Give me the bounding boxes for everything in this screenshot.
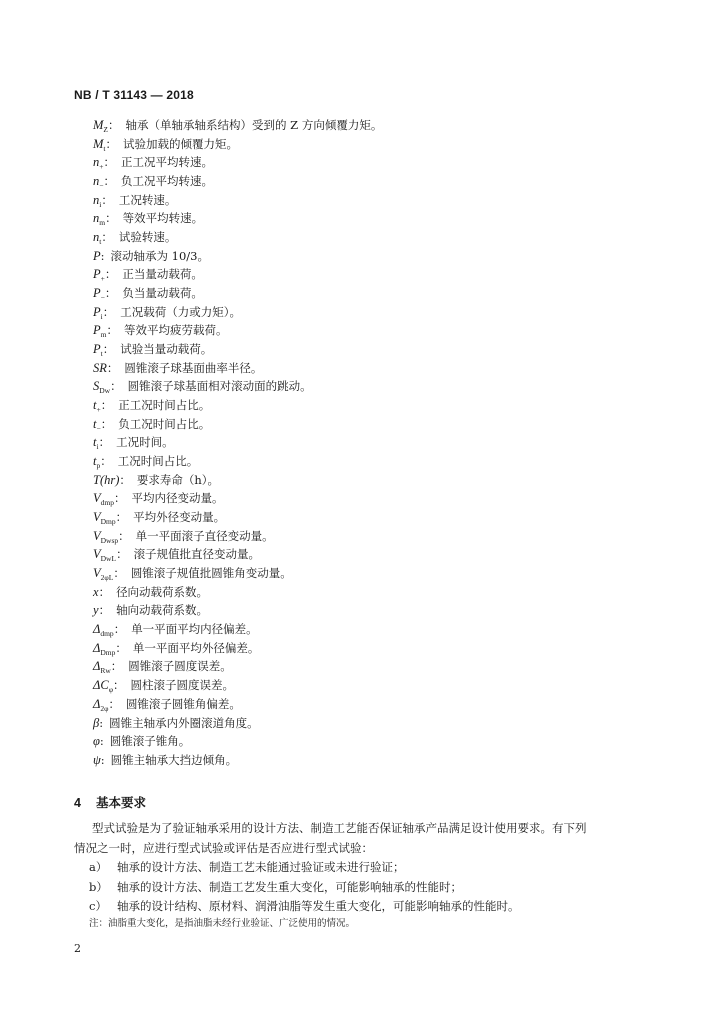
symbol-description: 试验转速。	[118, 230, 177, 245]
symbol-row: $P_m$： 等效平均疲劳载荷。	[93, 323, 228, 340]
symbol-description: 试验加载的倾覆力矩。	[123, 136, 239, 151]
paragraph-line: 型式试验是为了验证轴承采用的设计方法、制造工艺能否保证轴承产品满足设计使用要求。有下列	[92, 821, 587, 835]
symbol: $M_t$	[93, 136, 106, 153]
symbol-description: 圆锥主轴承大挡边倾角。	[110, 752, 238, 767]
symbol: $P_+$	[93, 267, 105, 284]
symbol-row: x： 径向动载荷系数。	[93, 584, 209, 599]
symbol-description: 试验当量动载荷。	[120, 342, 213, 357]
symbol: $S_{Dw}$	[93, 379, 111, 396]
symbol: $n_+$	[93, 155, 104, 172]
list-text: 轴承的设计结构、原材料、润滑油脂等发生重大变化，可能影响轴承的性能时。	[117, 899, 520, 913]
symbol-description: 正当量动载荷。	[122, 267, 203, 282]
symbol: $n_t$	[93, 230, 102, 247]
symbol-description: 圆柱滚子圆度误差。	[130, 678, 235, 693]
symbol-row: $V_{Dwsp}$： 单一平面滚子直径变动量。	[93, 528, 274, 545]
symbol-row: $P_-$： 负当量动载荷。	[93, 286, 203, 303]
symbol: $n_-$	[93, 174, 104, 191]
symbol-row: $M_Z$： 轴承（单轴承轴系结构）受到的 Z 方向倾覆力矩。	[93, 118, 383, 134]
symbol-row: SR： 圆锥滚子球基面曲率半径。	[93, 360, 263, 375]
symbol: $V_{Dwsp}$	[93, 528, 119, 545]
symbol-description: 平均内径变动量。	[131, 491, 224, 506]
symbol: $n_i$	[93, 192, 102, 209]
symbol-description: 圆锥滚子锥角。	[109, 734, 191, 749]
symbol-description: 径向动载荷系数。	[116, 584, 209, 599]
symbol: ψ	[93, 752, 101, 767]
symbol-description: 平均外径变动量。	[133, 510, 226, 525]
section-heading	[74, 793, 146, 811]
page-number: 2	[74, 942, 81, 955]
symbol-row: $n_m$： 等效平均转速。	[93, 211, 204, 228]
symbol-row: $t_-$： 负工况时间占比。	[93, 416, 211, 433]
symbol-description: 等效平均转速。	[122, 211, 204, 226]
symbol-row: $V_{dmp}$： 平均内径变动量。	[93, 491, 224, 508]
symbol: $P_t$	[93, 342, 103, 359]
symbol-row: $n_-$： 负工况平均转速。	[93, 174, 213, 191]
note: 注：油脂重大变化，是指油脂未经行业验证、广泛使用的情况。	[89, 918, 356, 929]
symbol-row: $\Delta_{dmp}$： 单一平面平均内径偏差。	[93, 622, 258, 639]
list-item	[89, 878, 659, 898]
symbol-row: y： 轴向动载荷系数。	[93, 603, 209, 618]
symbol: SR	[93, 360, 107, 375]
symbol: $t_+$	[93, 398, 101, 415]
symbol-description: 工况载荷（力或力矩）。	[120, 304, 241, 319]
symbol-description: 圆锥滚子规值批圆锥角变动量。	[130, 566, 292, 581]
symbol-description: 负工况时间占比。	[118, 416, 211, 431]
symbol-row: $t_i$： 工况时间。	[93, 435, 174, 452]
symbol-description: 工况时间。	[116, 435, 174, 450]
symbol: $\Delta_{2\varphi}$	[93, 696, 109, 713]
symbol-description: 正工况平均转速。	[120, 155, 213, 170]
symbol-row: $\Delta_{Rw}$： 圆锥滚子圆度误差。	[93, 659, 232, 676]
list-marker: a）	[89, 860, 108, 874]
symbol: β	[93, 715, 100, 730]
symbol-row: $P_i$： 工况载荷（力或力矩）。	[93, 304, 241, 321]
symbol: $\Delta C_\varphi$	[93, 678, 114, 695]
symbol-description: 单一平面平均内径偏差。	[131, 622, 258, 637]
list-marker: b）	[89, 879, 108, 894]
symbol: $P_i$	[93, 304, 103, 321]
symbol-row: $n_i$： 工况转速。	[93, 192, 177, 209]
list-text: 轴承的设计方法、制造工艺未能通过验证或未进行验证；	[117, 860, 405, 874]
symbol-row: $V_{DwL}$： 滚子规值批直径变动量。	[93, 547, 261, 564]
symbol: $P_-$	[93, 286, 105, 303]
symbol-description: 负当量动载荷。	[122, 286, 203, 301]
symbol-row: $n_+$： 正工况平均转速。	[93, 155, 213, 172]
symbol-description: 工况转速。	[118, 192, 177, 207]
symbol-description: 圆锥滚子球基面相对滚动面的跳动。	[127, 379, 312, 394]
symbol: φ	[93, 734, 100, 749]
symbol: $P_m$	[93, 323, 107, 340]
symbol-description: 滚子规值批直径变动量。	[133, 547, 261, 562]
symbol-description: 圆锥滚子圆度误差。	[128, 659, 232, 674]
list-text: 轴承的设计方法、制造工艺发生重大变化，可能影响轴承的性能时；	[117, 879, 462, 894]
symbol: x	[93, 584, 99, 599]
symbol-row: $P_+$： 正当量动载荷。	[93, 267, 203, 284]
symbol-row: $\Delta_{Dmp}$： 单一平面平均外径偏差。	[93, 640, 260, 657]
list-marker: c）	[89, 899, 107, 913]
section-title: 基本要求	[96, 796, 147, 810]
list-item	[89, 897, 659, 917]
symbol-description: 滚动轴承为 10/3。	[110, 248, 209, 263]
symbol: $\Delta_{dmp}$	[93, 622, 114, 639]
symbol: $t_i$	[93, 435, 99, 452]
symbol: T(hr)	[93, 472, 120, 487]
symbol-row: $V_{Dmp}$： 平均外径变动量。	[93, 510, 226, 527]
symbol-description: 圆锥滚子球基面曲率半径。	[124, 360, 263, 375]
symbol-description: 轴向动载荷系数。	[116, 603, 209, 618]
symbol-row: β: 圆锥主轴承内外圈滚道角度。	[93, 715, 259, 730]
symbol-row: ψ: 圆锥主轴承大挡边倾角。	[93, 752, 238, 767]
symbol-description: 单一平面滚子直径变动量。	[135, 528, 274, 543]
symbol-description: 单一平面平均外径偏差。	[132, 640, 260, 655]
symbol: $V_{2\varphi L}$	[93, 566, 114, 583]
paragraph-line: 情况之一时，应进行型式试验或评估是否应进行型式试验：	[74, 840, 373, 855]
symbol-description: 要求寿命（h）。	[136, 472, 220, 487]
symbol-description: 圆锥主轴承内外圈滚道角度。	[109, 715, 259, 730]
list-item	[89, 858, 659, 878]
symbol-row: $n_t$： 试验转速。	[93, 230, 177, 247]
symbol: $\Delta_{Rw}$	[93, 659, 111, 676]
symbol-description: 负工况平均转速。	[120, 174, 213, 189]
symbol: y	[93, 603, 99, 618]
symbol-row: φ: 圆锥滚子锥角。	[93, 734, 191, 749]
symbol-row: T(hr)： 要求寿命（h）。	[93, 472, 220, 487]
symbol: $V_{Dmp}$	[93, 510, 116, 527]
symbol-row: $t_+$： 正工况时间占比。	[93, 398, 211, 415]
symbol: $n_m$	[93, 211, 106, 228]
symbol-description: 圆锥滚子圆锥角偏差。	[125, 696, 241, 711]
symbol-list	[93, 116, 653, 770]
symbol-description: 工况时间占比。	[117, 454, 199, 469]
intro-paragraph	[74, 819, 654, 858]
symbol: P	[93, 248, 101, 263]
symbol-row: $S_{Dw}$： 圆锥滚子球基面相对滚动面的跳动。	[93, 379, 312, 396]
symbol-row: $P_t$： 试验当量动载荷。	[93, 342, 213, 359]
symbol-row: $V_{2\varphi L}$： 圆锥滚子规值批圆锥角变动量。	[93, 566, 292, 583]
symbol-row: $\Delta C_\varphi$： 圆柱滚子圆度误差。	[93, 678, 235, 695]
symbol-description: 轴承（单轴承轴系结构）受到的 Z 方向倾覆力矩。	[125, 118, 383, 132]
symbol: $\Delta_{Dmp}$	[93, 640, 116, 657]
document-code: NB / T 31143 — 2018	[74, 88, 194, 102]
symbol: $M_Z$	[93, 118, 109, 134]
symbol-description: 等效平均疲劳载荷。	[123, 323, 228, 338]
symbol: $t_p$	[93, 454, 101, 471]
symbol-row: $t_p$： 工况时间占比。	[93, 454, 199, 471]
symbol-row: P: 滚动轴承为 10/3。	[93, 248, 209, 263]
condition-list	[89, 858, 659, 917]
symbol-row: $\Delta_{2\varphi}$： 圆锥滚子圆锥角偏差。	[93, 696, 241, 713]
symbol: $t_-$	[93, 416, 101, 433]
symbol: $V_{DwL}$	[93, 547, 117, 564]
section-number: 4	[74, 796, 81, 810]
symbol-description: 正工况时间占比。	[118, 398, 211, 413]
symbol-row: $M_t$： 试验加载的倾覆力矩。	[93, 136, 239, 153]
symbol: $V_{dmp}$	[93, 491, 114, 508]
